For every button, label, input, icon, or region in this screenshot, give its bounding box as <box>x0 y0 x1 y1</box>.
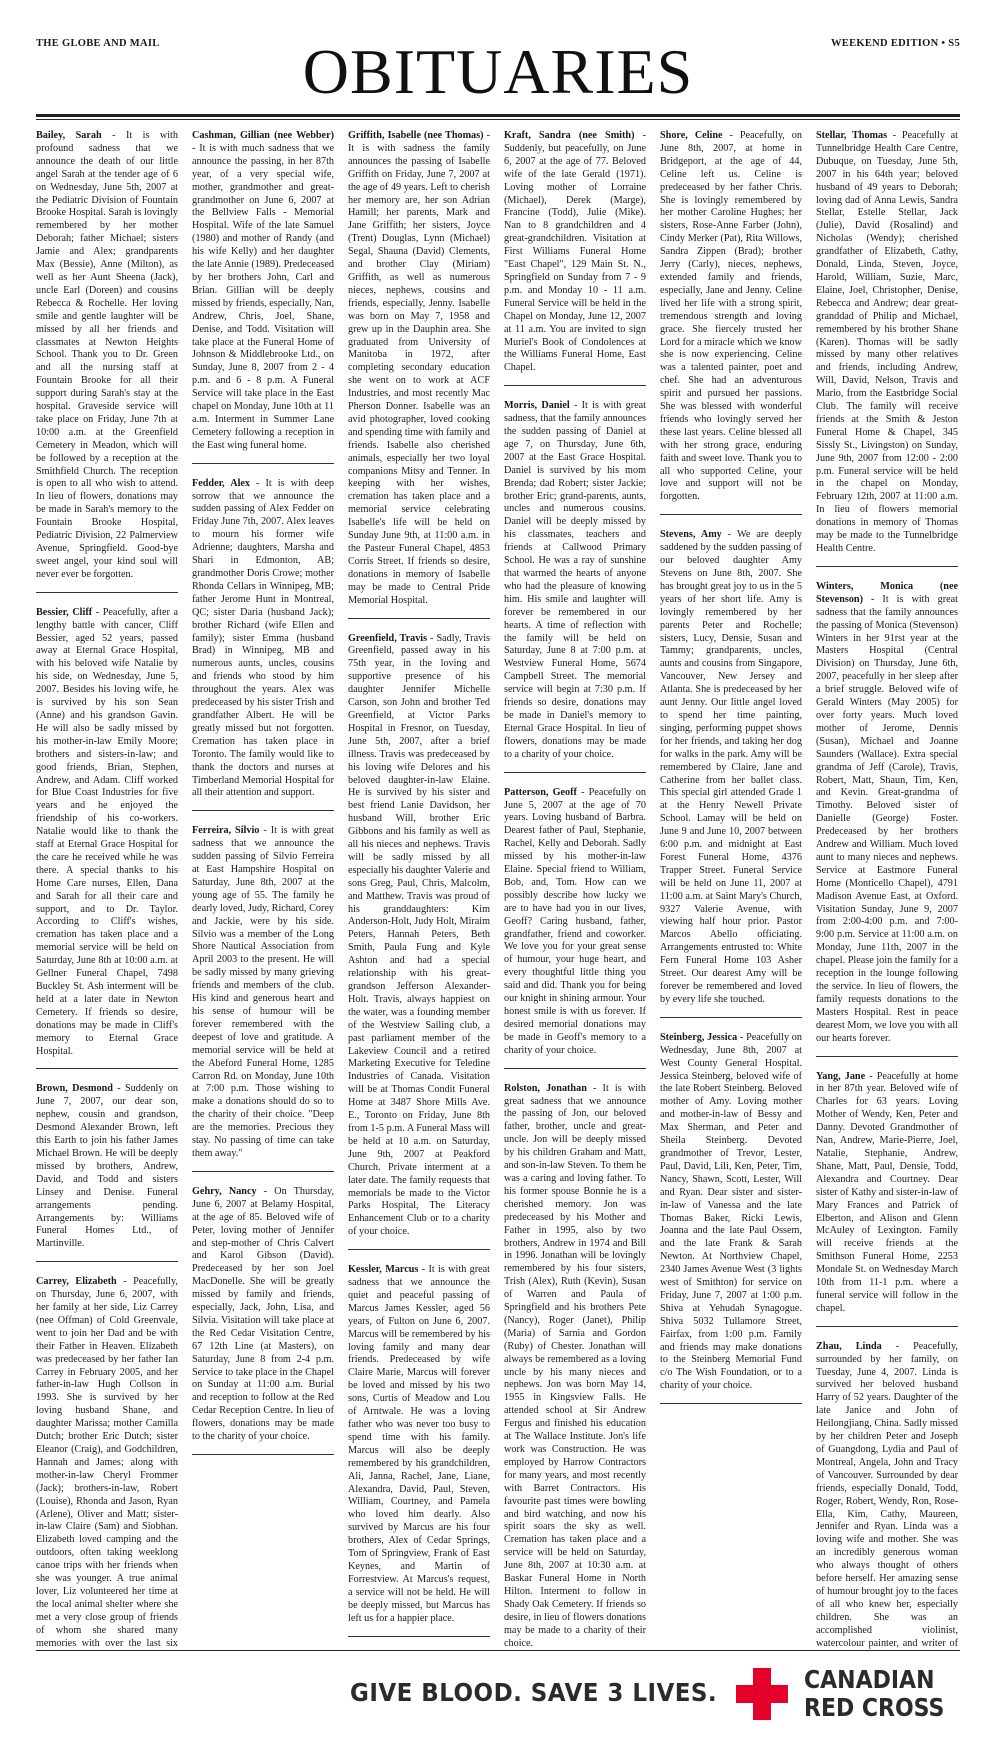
obituary-text: It is with great sadness that we announce the quiet and peaceful passing of Marcus James Kessler, aged 56 years, of Fulton on June 6, 2007. Marcus will be remembered by his loving family and many dear friends. Predeceased by wife Claire Marie, Marcus will forever be loved and missed by his two sons, Curtis of Meadow and Lou of Arntwale. He was a loving father who was never too busy to spend time with his family. Marcus will also be deeply remembered by his grandchildren, Ali, Janna, Rachel, Jane, Liane, Alexandra, David, Paul, Steven, William, Courtney, and Pamela who loved him dearly. Also survived by Marcus are his four brothers, Alex of Cedar Springs, Tom of Springview, Frank of East Keynes, and Martin of Forrestview. At Marcus's request, a service will not be held. He will be deeply missed, but Marcus has left us for a happier place. <box>348 1264 490 1624</box>
obituary-name: Fedder, Alex <box>192 477 251 489</box>
obituary-name: Yang, Jane <box>816 1070 866 1082</box>
obituary-text: Peacefully, on June 8th, 2007, at home in Bridgeport, at the age of 44, Celine left us. Celine is predeceased by her father Chris. She is lovingly remembered by her mother Caroline Hughes; her sisters, Rose-Anne Farber (John), Cindy Merker (Pat), Rita Willows, Sandra Zippen (Brad); brother Jerry (Carly), nieces, nephews, extended family and friends, especially, Jane and Jenny. Celine lived her life with a strong spirit, tremendous strength and loving grace. She fiercely trusted her Lord for a miracle which we know she is now experiencing. Celine was a talented painter, poet and chef. She had an adventurous spirit and pursued her passions. She was blessed with wonderful friends who lovingly served her these last years. Celine blessed all with her strong grace, enduring faith and sweet love. Thank you to all who supported Celine, your love and support will not be forgotten. <box>660 130 802 503</box>
red-cross-ad-banner <box>36 1658 960 1730</box>
entry-divider <box>816 1056 958 1057</box>
obituary-entry: Fedder, Alex - It is with deep sorrow that we announce the sudden passing of Alex Fedder on Friday June 7th, 2007. Alex leaves to mourn his former wife Adrienne; daughters, Marsha and Shari in Edmonton, AB; grandmother Doris Crowe; mother Rhonda Cellars in Winnipeg, MB; father Jerome Hunt in Montreal, QC; sister Daria (husband Jack); brother Richard (wife Ellen and family); sister Emma (husband Brad) in Winnipeg, MB and numerous aunts, uncles, cousins and friends who stood by him throughout the years. Alex was predeceased by his sister Trish and grandfather Albert. He will be greatly missed but not forgotten. Cremation has taken place in Toronto. The family would like to thank the doctors and nurses at Timberland Memorial Hospital for all their attention and support. <box>192 477 334 799</box>
obituary-name: Cashman, Gillian (nee Webber) <box>192 130 334 141</box>
obituary-text: Peacefully on Wednesday, June 8th, 2007 at West County General Hospital. Jessica Steinberg, beloved wife of the late Robert Steinberg. Beloved mother of Amy. Loving mother and mother-in-law of Bessy and Max Sherman, and Peter and Sheila Steinberg. Devoted grandmother of Trevor, Lester, Paul, David, Lili, Ken, Peter, Tim, Nancy, Shawn, Scott, Lester, Will and Ryan. Dear sister and sister-in-law of Vanessa and the late Thomas Baker, Ricki Lewis, Joanna and the late Paul Ossem, and the late Frank & Sarah Newton. At Northview Chapel, 2340 James Avenue West (3 lights west of Smithton) for service on Friday, June 7, 2007 at 1:00 p.m. Shiva at Yehudah Synagogue. Shiva 5032 Tullamore Street, Fairfax, from 1:00 p.m. Family and friends may make donations to the Steinberg Memorial Fund c/o The Wish Foundation, or to a charity of your choice. <box>660 1031 802 1392</box>
obituary-text: Peacefully, after a lengthy battle with cancer, Cliff Bessier, aged 52 years, passed away at Eternal Grace Hospital, with his beloved wife Natalie by his side, on Wednesday, June 5, 2007. Besides his loving wife, he is survived by his son Sean (Anne) and his grandson Gavin. He will also be sadly missed by his mother-in-law Emily Moore; brothers and sisters-in-law; and good friends, Brian, Stephen, Andrew, and Adam. Cliff worked for Blue Coast Industries for five years and he enjoyed the friendship of his co-workers. Natalie would like to thank the staff at Eternal Grace Hospital for the care he received while he was there. A special thanks to his Home Care nurses, Ellen, Dana and Sarah for all their care and support, and to Dr. Taylor. According to Cliff's wishes, cremation has taken place and a memorial service will be held on Saturday, June 8th at 10:00 a.m. at Gellner Funeral Chapel, 7498 Buckley St. Ash interment will be held at a later date in Newton Cemetery. If friends so desire, donations may be made in Cliff's memory to Eternal Grace Hospital. <box>36 606 178 1057</box>
obituary-entry: Kraft, Sandra (nee Smith) - Suddenly, but peacefully, on June 6, 2007 at the age of 77. Beloved wife of the late Gerald (1971). Loving mother of Lorraine (Michael), Derek (Marge), Francine (Todd), Julie (Mike). Nan to 8 grandchildren and 4 great-grandchildren. Visitation at First Williams Funeral Home "East Chapel", 129 Main St. N., Springfield on Sunday from 7 - 9 p.m. and Monday 10 - 11 a.m. Funeral Service will be held in the Chapel on Monday, June 12, 2007 at 11 a.m. You are invited to sign Muriel's Book of Condolences at the Williams Funeral Home, East Chapel. <box>504 130 646 374</box>
masthead-rule-thick <box>36 114 960 117</box>
obituary-name: Brown, Desmond <box>36 1083 113 1095</box>
entry-divider <box>504 772 646 773</box>
obituary-text: Suddenly, but peacefully, on June 6, 2007 at the age of 77. Beloved wife of the late Gerald (1971). Loving mother of Lorraine (Michael), Derek (Marge), Francine (Todd), Julie (Mike). Nan to 8 grandchildren and 4 great-grandchildren. Visitation at First Williams Funeral Home "East Chapel", 129 Main St. N., Springfield on Sunday from 7 - 9 p.m. and Monday 10 - 11 a.m. Funeral Service will be held in the Chapel on Monday, June 12, 2007 at 11 a.m. You are invited to sign Muriel's Book of Condolences at the Williams Funeral Home, East Chapel. <box>504 142 646 374</box>
obituary-text: It is with profound sadness that we announce the death of our little angel Sarah at the tender age of 6 on Wednesday, June 5th, 2007 at the Pediatric Division of Fountain Brooke Hospital. Sarah is lovingly remembered by her mother Deborah; father Michael; sisters Jamie and Alex; grandparents Max (Bessie), Anne (Milton), as well as her Aunt Sheena (Jack), uncle Earl (Doreen) and cousins Rebecca & Rochelle. Her loving smile and gentle laughter will be missed by all her friends and classmates at Newton Heights School. Thank you to Dr. Green and all the nursing staff at Fountain Brooke for all their support during Sarah's stay at the hospital. Graveside service will take place on Friday, June 7th at 10:00 a.m. at the Greenfield Cemetery in Meadon, which will be followed by a reception at the Smithfield Church. The reception is open to all who wish to attend. In lieu of flowers, donations may be made in Sarah's memory to the Fountain Brooke Hospital, Pediatric Division, 22 Palmerview Avenue, Springfield. Good-bye sweet angel, your kind soul will never ever be forgotten. <box>36 130 178 580</box>
obituary-name: Gehry, Nancy <box>192 1185 257 1197</box>
entry-divider <box>192 1171 334 1172</box>
obituary-name: Ferreira, Silvio <box>192 825 260 837</box>
obituary-text: It is with much sadness that we announce the passing, in her 87th year, of a very special wife, mother, grandmother and great-grandmother on June 6, 2007 at the Bellview Falls - Memorial Hospital. Wife of the late Samuel (1980) and mother of Randy (and his wife Kelly) and her daughter the late Annie (1989). Predeceased by her brothers John, Carl and Brian. Gillian will be deeply missed by friends, especially, Nan, Andrew, Chris, Joel, Shane, Denise, and Todd. Visitation will take place at the Funeral Home of Johnson & Middlebrooke Ltd., on Sunday, June 8, 2007 from 2 - 4 p.m. and 6 - 8 p.m. A Funeral Service will take place in the East chapel on Monday, June 10th at 11 a.m. Interment in Summer Lane Cemetery following a reception in the East wing funeral home. <box>192 142 334 451</box>
red-cross-horizontal <box>736 1685 788 1703</box>
entry-divider <box>660 1017 802 1018</box>
obituary-text: Peacefully at home in her 87th year. Beloved wife of Charles for 63 years. Loving Mother of Wendy, Ken, Peter and Danny. Devoted Grandmother of Nan, Andrew, Marie-Pierre, Joel, Natalie, Stephanie, Andrew, Shane, Matt, Paul, Densie, Todd, Alexandra and Courtney. Dear sister of Kathy and sister-in-law of Mary Frances and Patrick of Elberton, and Alison and Glenn McAuley of Lexington. Family will receive friends at the Smithson Funeral Home, 2253 Mondale St. on Wednesday March 10th from 11-1 p.m. where a funeral service will follow in the chapel. <box>816 1070 958 1314</box>
obituary-name: Greenfield, Travis <box>348 632 428 644</box>
entry-divider <box>816 566 958 567</box>
obituary-text: Suddenly on June 7, 2007, our dear son, nephew, cousin and grandson, Desmond Alexander Brown, left this Earth to join his father James Michael Brown. He will be deeply missed by brothers, Andrew, David, and Todd and sisters Linsey and Denise. Funeral arrangements pending. Arrangements by: Williams Funeral Homes Ltd., of Martinville. <box>36 1083 178 1250</box>
obituary-text: It is with sadness the family announces the passing of Isabelle Griffith on Friday, June 7, 2007 at the age of 49 years. Left to cherish her memory are, her son Adrian Hamill; her parents, Mark and Jane Griffith; her sisters, Joyce (Trent) Douglas, Lynn (Michael) Segal, Shauna (David) Clements, and brother Clay (Miriam) Griffith, as well as numerous nieces, nephews, cousins and friends, especially, Jenny. Isabelle was born on May 7, 1958 and grew up in the Dauphin area. She graduated from University of Manitoba in 1972, after completing secondary education she went on to work at ACF Industries, and most recently Mac Pherson Donner. Isabelle was an avid photographer, loved cooking and spending time with family and friends. Isabelle also cherished animals, especially her two loyal companions Mitsy and Tenner. In keeping with her wishes, cremation has taken place and a memorial service celebrating Isabelle's life will be held on Sunday June 9th, at 11:00 a.m. in the Pasteur Funeral Chapel, 4853 Corris Street. If friends so desire, donations in memory of Isabelle may be made to Central Pride Memorial Hospital. <box>348 142 490 606</box>
entry-divider <box>660 514 802 515</box>
obituary-name: Zhau, Linda <box>816 1340 882 1352</box>
obituary-entry: Yang, Jane - Peacefully at home in her 87th year. Beloved wife of Charles for 63 years. Loving Mother of Wendy, Ken, Peter and Danny. Devoted Grandmother of Nan, Andrew, Marie-Pierre, Joel, Natalie, Stephanie, Andrew, Shane, Matt, Paul, Densie, Todd, Alexandra and Courtney. Dear sister of Kathy and sister-in-law of Mary Frances and Patrick of Elberton, and Alison and Glenn McAuley of Lexington. Family will receive friends at the Smithson Funeral Home, 2253 Mondale St. on Wednesday March 10th from 11-1 p.m. where a funeral service will follow in the chapel. <box>816 1070 958 1314</box>
obituary-name: Stellar, Thomas <box>816 130 888 141</box>
obituary-text: It is with great sadness, that the family announces the sudden passing of Daniel at age 7, on Thursday, June 6th, 2007 at the East Grace Hospital. Daniel is survived by his mom Brenda; dad Robert; sister Jackie; brother Eric; grand-parents, aunts, uncles and numerous cousins. Daniel will be deeply missed by his classmates, teachers and friends at Callwood Primary School. He was a ray of sunshine that warmed the hearts of anyone who had the pleasure of knowing him. His smile and laughter will forever be remembered in our hearts. A time of reflection with the family will be held on Saturday, June 8 at 7:00 p.m. at Westview Funeral Home, 5674 Campbell Street. The memorial service will begin at 7:30 p.m. If friends so desire, donations may be made in Daniel's memory to Eternal Grace Hospital. In lieu of flowers, donations may be made to a charity of your choice. <box>504 400 646 760</box>
obituary-name: Bailey, Sarah <box>36 130 102 141</box>
column <box>36 130 178 1650</box>
red-cross-wordmark <box>804 1666 944 1722</box>
obituary-entry: Bessier, Cliff - Peacefully, after a lengthy battle with cancer, Cliff Bessier, aged 52 years, passed away at Eternal Grace Hospital, with his beloved wife Natalie by his side, on Wednesday, June 5, 2007. Besides his loving wife, he is survived by his son Sean (Anne) and his grandson Gavin. He will also be sadly missed by his mother-in-law Emily Moore; brothers and sisters-in-law; and good friends, Brian, Stephen, Andrew, and Adam. Cliff worked for Blue Coast Industries for five years and he enjoyed the friendship of his co-workers. Natalie would like to thank the staff at Eternal Grace Hospital for the care he received while he was there. A special thanks to his Home Care nurses, Ellen, Dana and Sarah for all their care and support, and to Dr. Taylor. According to Cliff's wishes, cremation has taken place and a memorial service will be held on Saturday, June 8th at 10:00 a.m. at Gellner Funeral Chapel, 7498 Buckley St. Ash interment will be held at a later date in Newton Cemetery. If friends so desire, donations may be made in Cliff's memory to Eternal Grace Hospital. <box>36 606 178 1057</box>
column <box>816 130 958 1650</box>
entry-divider <box>348 1249 490 1250</box>
column <box>660 130 802 1650</box>
entry-divider <box>348 1636 490 1637</box>
bottom-rule <box>36 1650 960 1651</box>
obituary-entry: Zhau, Linda - Peacefully, surrounded by her family, on Tuesday, June 4, 2007. Linda is survived her beloved husband Harry of 52 years. Daughter of the late Janice and John of Heilongjiang, China. Sadly missed by her children Peter and Joseph of Guangdong, Lydia and Paul of Montreal, Angela, John and Tracy of Vancouver. Surrounded by dear friends, especially Donald, Todd, Roger, Robert, Wendy, Ron, Rose-Ella, Kim, Cathy, Maureen, Jennifer and Ryan. Linda was a loving wife and mother. She was an incredibly generous woman who always thought of others before herself. Her amazing sense of humour brought joy to the faces of all who knew her, especially children. She was an accomplished violinist, watercolour painter, and writer of <box>816 1341 958 1650</box>
obituary-entry: Brown, Desmond - Suddenly on June 7, 2007, our dear son, nephew, cousin and grandson, Desmond Alexander Brown, left this Earth to join his father James Michael Brown. He will be deeply missed by brothers, Andrew, David, and Todd and sisters Linsey and Denise. Funeral arrangements pending. Arrangements by: Williams Funeral Homes Ltd., of Martinville. <box>36 1083 178 1250</box>
obituary-name: Morris, Daniel <box>504 400 570 412</box>
brand-line-2: RED CROSS <box>804 1693 945 1722</box>
entry-divider <box>36 592 178 593</box>
obituary-name: Stevens, Amy <box>660 529 722 541</box>
obituary-entry: Stevens, Amy - We are deeply saddened by the sudden passing of our beloved daughter Amy Stevens on June 8th, 2007. She has brought great joy to us in the 5 years of her short life. Amy is lovingly remembered by her parents Peter and Rochelle; sisters, Lucy, Densie, Susan and Tammy; grandparents, uncles, aunts and cousins from Singapore, Vancouver, New Jersey and Atlanta. She is predeceased by her aunt Jenny. Our little angel loved to spend her time painting, singing, performing puppet shows for her friends, and taking her dog for walks in the park. Amy will be remembered by Claire, Jane and Catherine from her ballet class. This special girl attended Grade 1 at the Henry Newell Private School. Lamay will be held on June 9 and June 10, 2007 between 6:00 p.m. and midnight at East Forest Funeral Home, 4376 Trapper Street. Funeral Service will be held on June 11, 2007 at 11:00 a.m. at Saint Mary's Church, 9327 Valerie Avenue, with viewing half hour prior. Pastor Marcos Abello officiating. Arrangements entrusted to: White Fern Funeral Home 103 Asher Street. Our dearest Amy will be forever be remembered and loved by every life she touched. <box>660 529 802 1005</box>
column <box>348 130 490 1650</box>
entry-divider <box>192 810 334 811</box>
obituary-text: Peacefully, surrounded by her family, on Tuesday, June 4, 2007. Linda is survived her beloved husband Harry of 52 years. Daughter of the late Janice and John of Heilongjiang, China. Sadly missed by her children Peter and Joseph of Guangdong, Lydia and Paul of Montreal, Angela, John and Tracy of Vancouver. Surrounded by dear friends, especially Donald, Todd, Roger, Robert, Wendy, Ron, Rose-Ella, Kim, Cathy, Maureen, Jennifer and Ryan. Linda was a loving wife and mother. She was an incredibly generous woman who always thought of others before herself. Her amazing sense of humour brought joy to the faces of all who knew her, especially children. She was an accomplished violinist, watercolour painter, and writer of <box>816 1340 958 1649</box>
obituary-name: Kessler, Marcus <box>348 1264 419 1276</box>
obituary-entry: Greenfield, Travis - Sadly, Travis Greenfield, passed away in his 75th year, in the loving and supportive presence of his daughter Jennifer Michelle Carson, son John and brother Ted Greenfield, at Victor Parks Hospital in Fresnor, on Tuesday, June 5th, 2007, after a brief illness. Travis was predeceased by his loving wife Delores and his beloved daughter-in-law Elaine. He is survived by his sister and best friend Lanie Davidson, her husband Will, brother Eric Gibbons and his family as well as all his nieces and nephews. Travis will be sadly missed by all especially his daughter Valerie and sons Greg, Paul, Chris, Malcolm, and Matthew. Travis was proud of his granddaughters: Kim Anderson-Holt, Judy Holt, Miraim Peters, Hannah Peters, Beth Smith, Paula Fung and Kyle Ashton and had a special relationship with his great-grandson Jefferson Alexander-Holt. Travis, always happiest on the water, was a founding member of the Westview Sailing club, a past parliament member of the Lakeview Council and a retired Marketing Executive for Teledine Industries of Canada. Visitation will be at Thomas Condit Funeral Home at 3487 Shore Mills Ave. E., Toronto on Friday, June 8th from 1-5 p.m. A Funeral Mass will be held at 10 a.m. on Saturday, June 9th, 2007 at Peakford Church. Private interment at a later date. The family requests that memorials be made to the Victor Parks Hospital, The Literacy Enhancement Club or to a charity of your choice. <box>348 632 490 1238</box>
obituary-entry: Ferreira, Silvio - It is with great sadness that we announce the sudden passing of Silvio Ferreira at East Hampshire Hospital on Saturday, June 8th, 2007 at the young age of 55. The family he dearly loved, Judy, Richard, Corey and Jackie, were by his side. Silvio was a member of the Long Shore Nautical Association from April 2003 to the present. He will be sadly missed by many grieving friends and members of the club. His kind and generous heart and his sense of humour will be forever remembered with the deepest of love and gratitude. A memorial service will be held at the Abeford Funeral Home, 1285 Carron Rd. on Monday, June 10th at 7:00 p.m. Those wishing to make a donations should do so to the charity of their choice. "Deep are the memories. Precious they stay. No passing of time can take them away." <box>192 825 334 1159</box>
obituary-name: Winters, Monica (nee Stevenson) <box>816 580 958 605</box>
obituary-name: Patterson, Geoff <box>504 786 577 798</box>
entry-divider <box>348 618 490 619</box>
red-cross-icon <box>736 1668 788 1720</box>
ad-slogan: GIVE BLOOD. SAVE 3 LIVES. <box>350 1678 718 1707</box>
obituary-text: Peacefully on June 5, 2007 at the age of 70 years. Loving husband of Barbra. Dearest father of Paul, Stephanie, Rachel, Kelly and Deborah. Sadly missed by his mother-in-law Elaine. Special friend to William, Bob, and, Tom. How can we possibly describe how lucky we are to have had you in our lives, Geoff? Caring husband, father, grandfather, friend and coworker. We love you for your great sense of humour, your huge heart, and every thoughtful little thing you said and did. Thank you for being our knight in shining armour. Your honest smile is with us forever. If desired memorial donations may be made in Geoff's memory to a charity of your choice. <box>504 786 646 1056</box>
entry-divider <box>504 385 646 386</box>
entry-divider <box>816 1326 958 1327</box>
entry-divider <box>504 1068 646 1069</box>
masthead-rule-thin <box>36 119 960 120</box>
entry-divider <box>192 1454 334 1455</box>
obituary-name: Carrey, Elizabeth <box>36 1276 117 1288</box>
obituary-text: Peacefully at Tunnelbridge Health Care Centre, Dubuque, on Tuesday, June 5th, 2007 in his 64th year; beloved husband of 49 years to Deborah; loving dad of Anna Lewis, Sandra Stellar, Estelle Stellar, Jack (Julie), David (Rosalind) and Nicholas (Wendy); cherished grandfather of Elizabeth, Cathy, Donald, Linda, Steven, Joyce, Harold, William, Suzie, Marc, Elaine, Joel, Christopher, Denise, Rebecca and Andrew; dear great-granddad of Philip and Michael, remembered by his brother Shane (Karen). Thomas will be sadly missed by many other relatives and friends, including Andrew, Will, David, Nelson, Travis and Mario, from the Eastbridge Social Club. The family will receive friends at the Smith & Jeston Funeral Home & Chapel, 345 Sissly St., Livingston) on Sunday, June 9th, 2007 from 12:00 - 2:00 p.m. Funeral service will be held in the chapel on Monday, February 12th, 2007 at 11:00 a.m. In lieu of flowers memorial donations in memory of Thomas may be made to the Tunnelbridge Health Centre. <box>816 130 958 554</box>
edition-label: WEEKEND EDITION • S5 <box>831 38 960 49</box>
obituary-name: Rolston, Jonathan <box>504 1082 587 1094</box>
obituary-text: We are deeply saddened by the sudden passing of our beloved daughter Amy Stevens on June 8th, 2007. She has brought great joy to us in the 5 years of her short life. Amy is lovingly remembered by her parents Peter and Rochelle; sisters, Lucy, Densie, Susan and Tammy; grandparents, uncles, aunts and cousins from Singapore, Vancouver, New Jersey and Atlanta. She is predeceased by her aunt Jenny. Our little angel loved to spend her time painting, singing, performing puppet shows for her friends, and taking her dog for walks in the park. Amy will be remembered by Claire, Jane and Catherine from her ballet class. This special girl attended Grade 1 at the Henry Newell Private School. Lamay will be held on June 9 and June 10, 2007 between 6:00 p.m. and midnight at East Forest Funeral Home, 4376 Trapper Street. Funeral Service will be held on June 11, 2007 at 11:00 a.m. at Saint Mary's Church, 9327 Valerie Avenue, with viewing half hour prior. Pastor Marcos Abello officiating. Arrangements entrusted to: White Fern Funeral Home 103 Asher Street. Our dearest Amy will be forever be remembered and loved by every life she touched. <box>660 529 802 1005</box>
obituary-name: Kraft, Sandra (nee Smith) <box>504 130 635 141</box>
newspaper-page <box>36 34 960 1730</box>
obituary-entry: Winters, Monica (nee Stevenson) - It is with great sadness that the family announces the passing of Monica (Stevenson) Winters in her 91rst year at the Masters Hospital (Central Division) on Thursday, June 6th, 2007, peacefully in her sleep after a brief struggle. Beloved wife of Gerald Winters (May 2005) for over forty years. Much loved mother of Jerome, Dennis (Susan), Michael and Joanne Saunders (Wallace). Extra special grandma of Jeff (Carole), Travis, Robert, Matt, Shaun, Tim, Ken, and Kevin. Great-grandma of Timothy. Beloved sister of Danielle (George) Foster. Predeceased by her brothers Andrew and William. Much loved aunt to many nieces and nephews. Service at Eastmore Funeral Home (Monticello Chapel), 4791 Madison Avenue East, at Oxford. Visitation Sunday, June 9, 2007 from 2:00-4:00 p.m. and 7:00-9:00 p.m. Service at 11:00 a.m. on Monday, June 11th, 2007 in the chapel. Please join the family for a reception in the lounge following the service. In lieu of flowers, the family requests donations to the Masters Hospital. Rest in peace dearest Mom, we love you with all our hearts forever. <box>816 580 958 1044</box>
obituary-entry: Carrey, Elizabeth - Peacefully, on Thursday, June 6, 2007, with her family at her side, Liz Carrey (nee Offman) of Cold Greenvale, went to join her Dad and be with their Father in Heaven. Elizabeth was predeceased by her father Ian Carrey in February 2005, and her father-in-law Hugh Collson in 1993. She is survived by her loving husband Shane, and daughter Marissa; mother Camilla Dutch; brother Eric Dutch; sister Eleanor (Craig), and Godchildren, Hannah and James; along with mother-in-law Cheryl Frommer (Jack); brothers-in-law, Robert (Louise), Rhonda and Jason, Ryan (Arlene), Oliver and Matt; sister-in-law Claire (Sam) and Siobhan. Elizabeth loved camping and the outdoors, often taking weeklong canoe trips with her friends when she was younger. A true animal lover, Liz volunteered her time at the local animal shelter where she met a very close group of friends of whom she shared many memories with over the last six <box>36 1276 178 1650</box>
obituary-entry: Morris, Daniel - It is with great sadness, that the family announces the sudden passing of Daniel at age 7, on Thursday, June 6th, 2007 at the East Grace Hospital. Daniel is survived by his mom Brenda; dad Robert; sister Jackie; brother Eric; grand-parents, aunts, uncles and numerous cousins. Daniel will be deeply missed by his classmates, teachers and friends at Callwood Primary School. He was a ray of sunshine that warmed the hearts of anyone who had the pleasure of knowing him. His smile and laughter will forever be remembered in our hearts. A time of reflection with the family will be held on Saturday, June 8 at 7:00 p.m. at Westview Funeral Home, 5674 Campbell Street. The memorial service will begin at 7:30 p.m. If friends so desire, donations may be made in Daniel's memory to Eternal Grace Hospital. In lieu of flowers, donations may be made to a charity of your choice. <box>504 400 646 760</box>
obituary-text: Sadly, Travis Greenfield, passed away in his 75th year, in the loving and supportive presence of his daughter Jennifer Michelle Carson, son John and brother Ted Greenfield, at Victor Parks Hospital in Fresnor, on Tuesday, June 5th, 2007, after a brief illness. Travis was predeceased by his loving wife Delores and his beloved daughter-in-law Elaine. He is survived by his sister and best friend Lanie Davidson, her husband Will, brother Eric Gibbons and his family as well as all his nieces and nephews. Travis will be sadly missed by all especially his daughter Valerie and sons Greg, Paul, Chris, Malcolm, and Matthew. Travis was proud of his granddaughters: Kim Anderson-Holt, Judy Holt, Miraim Peters, Hannah Peters, Beth Smith, Paula Fung and Kyle Ashton and had a special relationship with his great-grandson Jefferson Alexander-Holt. Travis, always happiest on the water, was a founding member of the Westview Sailing club, a past parliament member of the Lakeview Council and a retired Marketing Executive for Teledine Industries of Canada. Visitation will be at Thomas Condit Funeral Home at 3487 Shore Mills Ave. E., Toronto on Friday, June 8th from 1-5 p.m. A Funeral Mass will be held at 10 a.m. on Saturday, June 9th, 2007 at Peakford Church. Private interment at a later date. The family requests that memorials be made to the Victor Parks Hospital, The Literacy Enhancement Club or to a charity of your choice. <box>348 632 490 1238</box>
obituary-entry: Rolston, Jonathan - It is with great sadness that we announce the passing of Jon, our beloved father, brother, uncle and great-uncle. Jon will be deeply missed by his children Graham and Matt, and son-in-law Steven. To them he was a caring and loving father. To his former spouse Bonnie he is a cherished memory. Jon was predeceased by his Mother and Father in 1995, also by two brothers, Andrew in 1974 and Bill in 1996. Jonathan will be lovingly remembered by his four sisters, Trish (Alex), Ruth (Kevin), Susan of Warren and Paula of Springfield and his brothers Pete (Nancy), Roger (Janet), Philip (Maria) of Sarnia and Gordon (Ruby) of Chester. Jonathan will always be remembered as a loving uncle by his many nieces and nephews. Jon was born May 14, 1955 in Kingsview Falls. He attended school at Sir Andrew Fergus and finished his education at The Wallace Institute. Jon's life work was Construction. He was employed by Harrow Contractors for many years, and most recently with Barret Contractors. His favourite past times were bowling and bird watching, and now his spirit soars the sky as well. Cremation has taken place and a service will be held on Saturday, June 8th, 2007 at 10:30 a.m. at Baskar Funeral Home in North Hilton. Interment to follow in Shady Oak Cemetery. If friends so desire, in lieu of flowers donations may be made to a charity of their choice. <box>504 1082 646 1649</box>
obituary-entry: Cashman, Gillian (nee Webber) - It is with much sadness that we announce the passing, in her 87th year, of a very special wife, mother, grandmother and great-grandmother on June 6, 2007 at the Bellview Falls - Memorial Hospital. Wife of the late Samuel (1980) and mother of Randy (and his wife Kelly) and her daughter the late Annie (1989). Predeceased by her brothers John, Carl and Brian. Gillian will be deeply missed by friends, especially, Nan, Andrew, Chris, Joel, Shane, Denise, and Todd. Visitation will take place at the Funeral Home of Johnson & Middlebrooke Ltd., on Sunday, June 8, 2007 from 2 - 4 p.m. and 6 - 8 p.m. A Funeral Service will take place in the East chapel on Monday, June 10th at 11 a.m. Interment in Summer Lane Cemetery following a reception in the East wing funeral home. <box>192 130 334 451</box>
masthead <box>36 34 960 120</box>
column <box>504 130 646 1650</box>
page-title: OBITUARIES <box>302 36 694 107</box>
entry-divider <box>192 463 334 464</box>
obituary-entry: Gehry, Nancy - On Thursday, June 6, 2007 at Belamy Hospital, at the age of 85. Beloved wife of Peter, loving mother of Jennifer and step-mother of Chris Calvert and Karol Gibson (David). Predeceased by her son Joel MacDonelle. She will be greatly missed by family and friends, especially, Jack, John, Lisa, and Silvia. Visitation will take place at the Red Cedar Visitation Centre, 67 12th Line (at Masters), on Saturday, June 8 from 2-4 p.m. Service to take place in the Chapel on Sunday at 11:00 a.m. Burial and reception to follow at the Red Cedar Reception Centre. In lieu of flowers, donations may be made to the charity of your choice. <box>192 1185 334 1443</box>
obituary-name: Steinberg, Jessica <box>660 1031 738 1043</box>
obituary-name: Griffith, Isabelle (nee Thomas) <box>348 130 484 141</box>
entry-divider <box>36 1261 178 1262</box>
obituary-entry: Bailey, Sarah - It is with profound sadness that we announce the death of our little angel Sarah at the tender age of 6 on Wednesday, June 5th, 2007 at the Pediatric Division of Fountain Brooke Hospital. Sarah is lovingly remembered by her mother Deborah; father Michael; sisters Jamie and Alex; grandparents Max (Bessie), Anne (Milton), as well as her Aunt Sheena (Jack), uncle Earl (Doreen) and cousins Rebecca & Rochelle. Her loving smile and gentle laughter will be missed by all her friends and classmates at Newton Heights School. Thank you to Dr. Green and all the nursing staff at Fountain Brooke for all their support during Sarah's stay at the hospital. Graveside service will take place on Friday, June 7th at 10:00 a.m. at the Greenfield Cemetery in Meadon, which will be followed by a reception at the Smithfield Church. The reception is open to all who wish to attend. In lieu of flowers, donations may be made in Sarah's memory to the Fountain Brooke Hospital, Pediatric Division, 22 Palmerview Avenue, Springfield. Good-bye sweet angel, your kind soul will never ever be forgotten. <box>36 130 178 580</box>
obituary-entry: Shore, Celine - Peacefully, on June 8th, 2007, at home in Bridgeport, at the age of 44, Celine left us. Celine is predeceased by her father Chris. She is lovingly remembered by her mother Caroline Hughes; her sisters, Rose-Anne Farber (John), Cindy Merker (Pat), Rita Willows, Sandra Zippen (Brad); brother Jerry (Carly), nieces, nephews, extended family and friends, especially, Jane and Jenny. Celine lived her life with a strong spirit, tremendous strength and loving grace. She fiercely trusted her Lord for a miracle which we know she is now experiencing. Celine was a talented painter, poet and chef. She had an adventurous spirit and pursued her passions. She was blessed with wonderful friends who lovingly served her these last years. Celine blessed all with her strong grace, enduring faith and sweet love. Thank you to all who supported Celine, your love and support will not be forgotten. <box>660 130 802 503</box>
obituary-text: It is with deep sorrow that we announce the sudden passing of Alex Fedder on Friday June 7th, 2007. Alex leaves to mourn his former wife Adrienne; daughters, Marsha and Shari in Edmonton, AB; grandmother Doris Crowe; mother Rhonda Cellars in Winnipeg, MB; father Jerome Hunt in Montreal, QC; sister Daria (husband Jack); brother Richard (wife Ellen and family); sister Emma (husband Brad) in Winnipeg, MB and numerous aunts, uncles, cousins and friends who stood by him throughout the years. Alex was predeceased by his sister Trish and grandfather Albert. He will be greatly missed but not forgotten. Cremation has taken place in Toronto. The family would like to thank the doctors and nurses at Timberland Memorial Hospital for all their attention and support. <box>192 477 334 799</box>
paper-name: THE GLOBE AND MAIL <box>36 38 160 49</box>
obituary-text: It is with great sadness that we announce the passing of Jon, our beloved father, brother, uncle and great-uncle. Jon will be deeply missed by his children Graham and Matt, and son-in-law Steven. To them he was a caring and loving father. To his former spouse Bonnie he is a cherished memory. Jon was predeceased by his Mother and Father in 1995, also by two brothers, Andrew in 1974 and Bill in 1996. Jonathan will be lovingly remembered by his four sisters, Trish (Alex), Ruth (Kevin), Susan of Warren and Paula of Springfield and his brothers Pete (Nancy), Roger (Janet), Philip (Maria) of Sarnia and Gordon (Ruby) of Chester. Jonathan will always be remembered as a loving uncle by his many nieces and nephews. Jon was born May 14, 1955 in Kingsview Falls. He attended school at Sir Andrew Fergus and finished his education at The Wallace Institute. Jon's life work was Construction. He was employed by Harrow Contractors for many years, and most recently with Barret Contractors. His favourite past times were bowling and bird watching, and now his spirit soars the sky as well. Cremation has taken place and a service will be held on Saturday, June 8th, 2007 at 10:30 a.m. at Baskar Funeral Home in North Hilton. Interment to follow in Shady Oak Cemetery. If friends so desire, in lieu of flowers donations may be made to a charity of their choice. <box>504 1082 646 1649</box>
obituary-entry: Steinberg, Jessica - Peacefully on Wednesday, June 8th, 2007 at West County General Hospital. Jessica Steinberg, beloved wife of the late Robert Steinberg. Beloved mother of Amy. Loving mother and mother-in-law of Bessy and Max Sherman, and Peter and Sheila Steinberg. Devoted grandmother of Trevor, Lester, Paul, David, Lili, Ken, Peter, Tim, Nancy, Shawn, Scott, Lester, Will and Ryan. Dear sister and sister-in-law of Vanessa and the late Thomas Baker, Ricki Lewis, Joanna and the late Paul Ossem, and the late Frank & Sarah Newton. At Northview Chapel, 2340 James Avenue West (3 lights west of Smithton) for service on Friday, June 7, 2007 at 1:00 p.m. Shiva at Yehudah Synagogue. Shiva 5032 Tullamore Street, Fairfax, from 1:00 p.m. Family and friends may make donations to the Steinberg Memorial Fund c/o The Wish Foundation, or to a charity of your choice. <box>660 1031 802 1392</box>
entry-divider <box>36 1068 178 1069</box>
obituary-entry: Stellar, Thomas - Peacefully at Tunnelbridge Health Care Centre, Dubuque, on Tuesday, June 5th, 2007 in his 64th year; beloved husband of 49 years to Deborah; loving dad of Anna Lewis, Sandra Stellar, Estelle Stellar, Jack (Julie), David (Rosalind) and Nicholas (Wendy); cherished grandfather of Elizabeth, Cathy, Donald, Linda, Steven, Joyce, Harold, William, Suzie, Marc, Elaine, Joel, Christopher, Denise, Rebecca and Andrew; dear great-granddad of Philip and Michael, remembered by his brother Shane (Karen). Thomas will be sadly missed by many other relatives and friends, including Andrew, Will, David, Nelson, Travis and Mario, from the Eastbridge Social Club. The family will receive friends at the Smith & Jeston Funeral Home & Chapel, 345 Sissly St., Livingston) on Sunday, June 9th, 2007 from 12:00 - 2:00 p.m. Funeral service will be held in the chapel on Monday, February 12th, 2007 at 11:00 a.m. In lieu of flowers memorial donations in memory of Thomas may be made to the Tunnelbridge Health Centre. <box>816 130 958 554</box>
entry-divider <box>660 1403 802 1404</box>
column <box>192 130 334 1650</box>
obituary-text: It is with great sadness that we announce the sudden passing of Silvio Ferreira at East Hampshire Hospital on Saturday, June 8th, 2007 at the young age of 55. The family he dearly loved, Judy, Richard, Corey and Jackie, were by his side. Silvio was a member of the Long Shore Nautical Association from April 2003 to the present. He will be sadly missed by many grieving friends and members of the club. His kind and generous heart and his sense of humour will be forever remembered with the deepest of love and gratitude. A memorial service will be held at the Abeford Funeral Home, 1285 Carron Rd. on Monday, June 10th at 7:00 p.m. Those wishing to make a donations should do so to the charity of their choice. "Deep are the memories. Precious they stay. No passing of time can take them away." <box>192 825 334 1159</box>
obituary-entry: Griffith, Isabelle (nee Thomas) - It is with sadness the family announces the passing of Isabelle Griffith on Friday, June 7, 2007 at the age of 49 years. Left to cherish her memory are, her son Adrian Hamill; her parents, Mark and Jane Griffith; her sisters, Joyce (Trent) Douglas, Lynn (Michael) Segal, Shauna (David) Clements, and brother Clay (Miriam) Griffith, as well as numerous nieces, nephews, cousins and friends, especially, Jenny. Isabelle was born on May 7, 1958 and grew up in the Dauphin area. She graduated from University of Manitoba in 1972, after completing secondary education she went on to work at ACF Industries, and most recently Mac Pherson Donner. Isabelle was an avid photographer, loved cooking and spending time with family and friends. Isabelle also cherished animals, especially her two loyal companions Mitsy and Tenner. In keeping with her wishes, cremation has taken place and a memorial service celebrating Isabelle's life will be held on Sunday June 9th, at 11:00 a.m. in the Pasteur Funeral Chapel, 4853 Corris Street. If friends so desire, donations in memory of Isabelle may be made to Central Pride Memorial Hospital. <box>348 130 490 606</box>
obituary-entry: Kessler, Marcus - It is with great sadness that we announce the quiet and peaceful passing of Marcus James Kessler, aged 56 years, of Fulton on June 6, 2007. Marcus will be remembered by his loving family and many dear friends. Predeceased by wife Claire Marie, Marcus will forever be loved and missed by his two sons, Curtis of Meadow and Lou of Arntwale. He was a loving father who was never too busy to spend time with his family. Marcus will also be deeply remembered by his grandchildren, Ali, Janna, Rachel, Jane, Liane, Alexandra, David, Paul, Steven, William, Courtney, and Pamela who loved him dearly. Also survived by Marcus are his four brothers, Alex of Cedar Springs, Tom of Springview, Frank of East Keynes, and Martin of Forrestview. At Marcus's request, a service will not be held. He will be deeply missed, but Marcus has left us for a happier place. <box>348 1264 490 1624</box>
obituary-entry: Patterson, Geoff - Peacefully on June 5, 2007 at the age of 70 years. Loving husband of Barbra. Dearest father of Paul, Stephanie, Rachel, Kelly and Deborah. Sadly missed by his mother-in-law Elaine. Special friend to William, Bob, and, Tom. How can we possibly describe how lucky we are to have had you in our lives, Geoff? Caring husband, father, grandfather, friend and coworker. We love you for your great sense of humour, your huge heart, and every thoughtful little thing you said and did. Thank you for being our knight in shining armour. Your honest smile is with us forever. If desired memorial donations may be made in Geoff's memory to a charity of your choice. <box>504 786 646 1056</box>
obituary-columns <box>36 130 960 1650</box>
brand-line-1: CANADIAN <box>804 1665 935 1694</box>
obituary-text: It is with great sadness that the family announces the passing of Monica (Stevenson) Winters in her 91rst year at the Masters Hospital (Central Division) on Thursday, June 6th, 2007, peacefully in her sleep after a brief struggle. Beloved wife of Gerald Winters (May 2005) for over forty years. Much loved mother of Jerome, Dennis (Susan), Michael and Joanne Saunders (Wallace). Extra special grandma of Jeff (Carole), Travis, Robert, Matt, Shaun, Tim, Ken, and Kevin. Great-grandma of Timothy. Beloved sister of Danielle (George) Foster. Predeceased by her brothers Andrew and William. Much loved aunt to many nieces and nephews. Service at Eastmore Funeral Home (Monticello Chapel), 4791 Madison Avenue East, at Oxford. Visitation Sunday, June 9, 2007 from 2:00-4:00 p.m. and 7:00-9:00 p.m. Service at 11:00 a.m. on Monday, June 11th, 2007 in the chapel. Please join the family for a reception in the lounge following the service. In lieu of flowers, the family requests donations to the Masters Hospital. Rest in peace dearest Mom, we love you with all our hearts forever. <box>816 593 958 1044</box>
obituary-name: Bessier, Cliff <box>36 606 93 618</box>
obituary-name: Shore, Celine <box>660 130 723 141</box>
obituary-text: Peacefully, on Thursday, June 6, 2007, with her family at her side, Liz Carrey (nee Offman) of Cold Greenvale, went to join her Dad and be with their Father in Heaven. Elizabeth was predeceased by her father Ian Carrey in February 2005, and her father-in-law Hugh Collson in 1993. She is survived by her loving husband Shane, and daughter Marissa; mother Camilla Dutch; brother Eric Dutch; sister Eleanor (Craig), and Godchildren, Hannah and James; along with mother-in-law Cheryl Frommer (Jack); brothers-in-law, Robert (Louise), Rhonda and Jason, Ryan (Arlene), Oliver and Matt; sister-in-law Claire (Sam) and Siobhan. Elizabeth loved camping and the outdoors, often taking weeklong canoe trips with her friends when she was younger. A true animal lover, Liz volunteered her time at the local animal shelter where she met a very close group of friends of whom she shared many memories with over the last six <box>36 1276 178 1649</box>
obituary-text: On Thursday, June 6, 2007 at Belamy Hospital, at the age of 85. Beloved wife of Peter, loving mother of Jennifer and step-mother of Chris Calvert and Karol Gibson (David). Predeceased by her son Joel MacDonelle. She will be greatly missed by family and friends, especially, Jack, John, Lisa, and Silvia. Visitation will take place at the Red Cedar Visitation Centre, 67 12th Line (at Masters), on Saturday, June 8 from 2-4 p.m. Service to take place in the Chapel on Sunday at 11:00 a.m. Burial and reception to follow at the Red Cedar Reception Centre. In lieu of flowers, donations may be made to the charity of your choice. <box>192 1185 334 1443</box>
